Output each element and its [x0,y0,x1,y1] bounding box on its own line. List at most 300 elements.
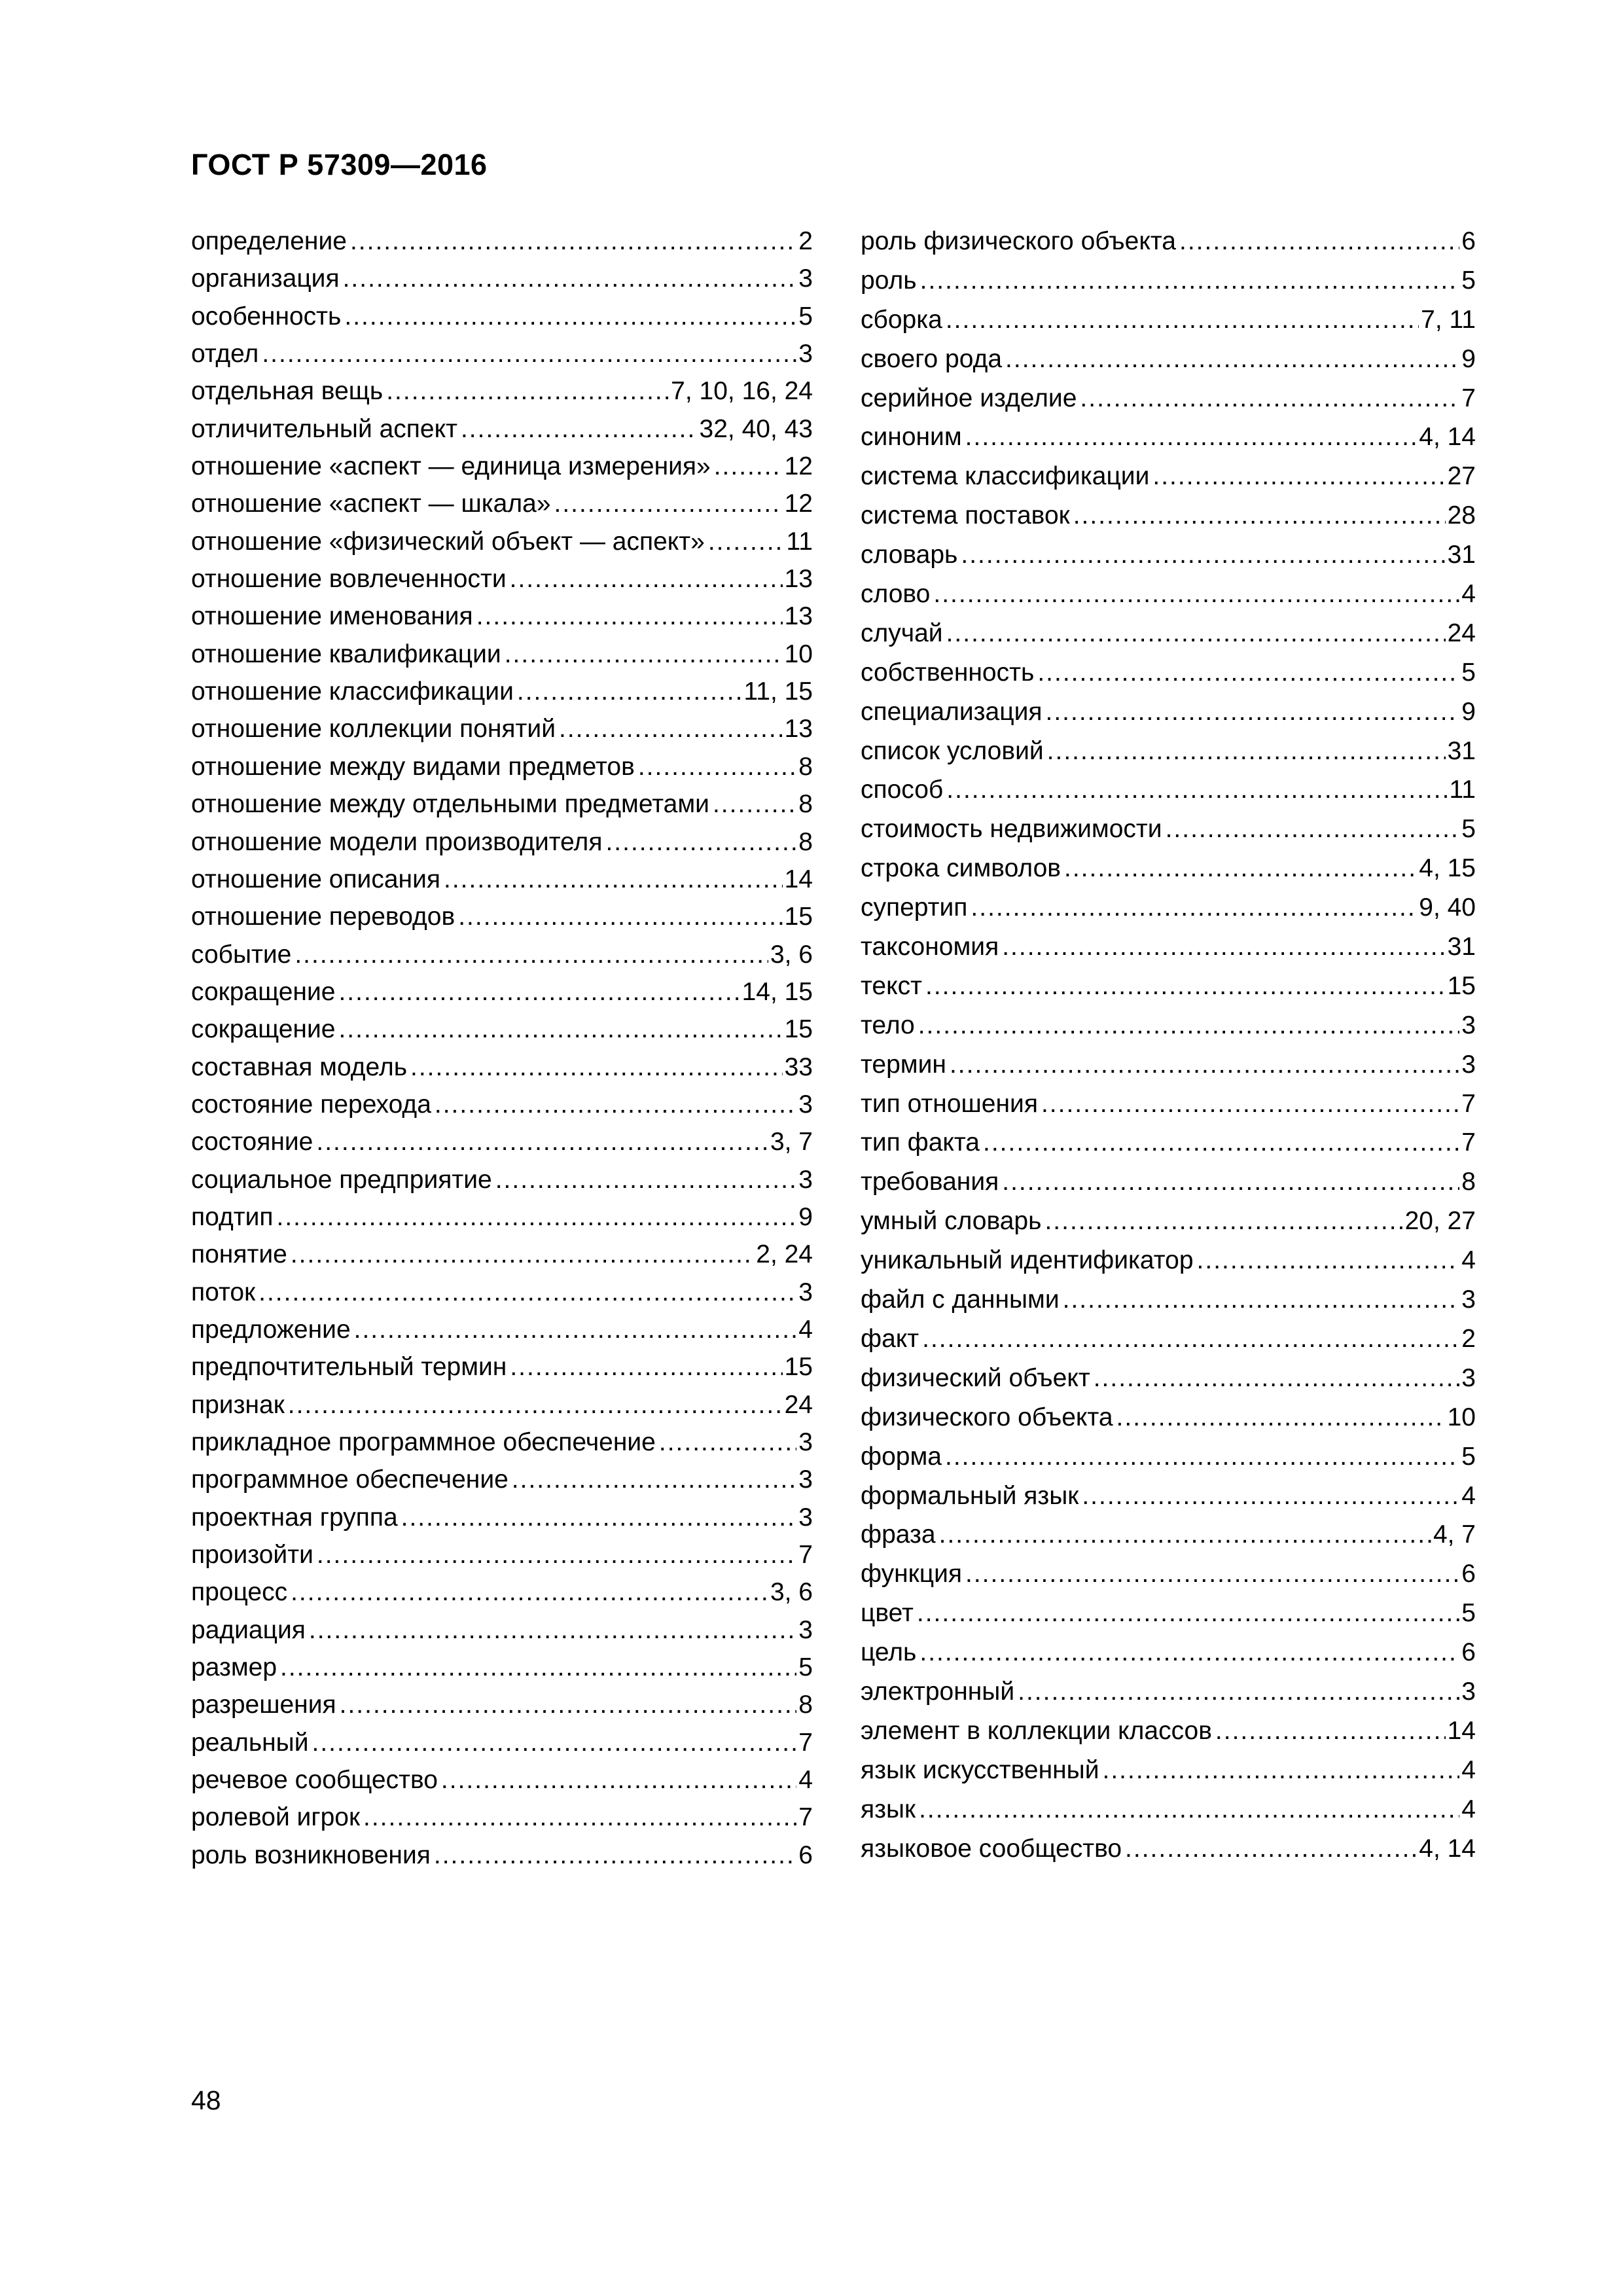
index-term: язык [861,1795,916,1823]
index-entry [191,1503,813,1541]
dot-leader [510,1353,782,1382]
index-page-numbers: 7, 10, 16, 24 [671,377,813,406]
dot-leader [946,306,1419,334]
index-entry [861,541,1476,580]
index-term: организация [191,264,340,293]
index-term: отношение «аспект — шкала» [191,490,551,518]
index-page-numbers: 6 [1461,1638,1476,1667]
index-term: прикладное программное обеспечение [191,1428,656,1456]
index-term: языковое сообщество [861,1834,1122,1863]
dot-leader [1197,1246,1460,1275]
index-page-numbers: 2, 24 [756,1240,813,1269]
index-entry [191,1316,813,1353]
index-entry [191,715,813,752]
index-entry [191,1541,813,1578]
index-entry [191,602,813,639]
index-term: отношение между отдельными предметами [191,790,709,819]
index-term: способ [861,776,944,804]
dot-leader [1041,1090,1459,1119]
index-term: физический объект [861,1363,1090,1392]
index-entry [861,1207,1476,1246]
index-page-numbers: 9, 40 [1419,893,1476,922]
index-entry [191,377,813,414]
index-page-numbers: 3, 7 [770,1128,813,1157]
dot-leader [288,1391,783,1420]
index-page-numbers: 2 [1461,1324,1476,1353]
dot-leader [950,1050,1459,1079]
dot-leader [946,619,1446,648]
dot-leader [918,1011,1460,1040]
dot-leader [280,1653,796,1682]
index-page-numbers: 4 [1461,1795,1476,1823]
index-term: система поставок [861,501,1070,530]
index-term: стоимость недвижимости [861,815,1162,844]
index-page-numbers: 31 [1447,736,1476,765]
index-entry [191,677,813,715]
index-page-numbers: 33 [784,1052,813,1081]
dot-leader [441,1766,796,1795]
index-term: словарь [861,541,958,569]
index-entry [191,1166,813,1203]
index-page-numbers: 4 [1461,580,1476,609]
dot-leader [965,1560,1459,1588]
dot-leader [401,1503,797,1532]
dot-leader [1094,1364,1460,1393]
index-entry [861,737,1476,776]
dot-leader [919,1795,1459,1824]
dot-leader [340,1691,797,1719]
dot-leader [386,377,669,406]
index-entry [861,1050,1476,1090]
index-page-numbers: 8 [798,752,813,781]
index-term: файл с данными [861,1285,1060,1314]
dot-leader [933,580,1459,609]
index-page-numbers: 4, 14 [1419,423,1476,452]
index-page-numbers: 32, 40, 43 [699,414,813,443]
dot-leader [638,753,796,781]
dot-leader [1080,384,1459,413]
dot-leader [559,715,783,744]
index-term: радиация [191,1615,306,1644]
index-entry [191,1841,813,1878]
index-entry [861,1599,1476,1638]
dot-leader [1044,1207,1402,1236]
dot-leader [444,865,783,894]
dot-leader [291,1240,754,1269]
index-page-numbers: 5 [798,1653,813,1682]
index-page-numbers: 6 [798,1840,813,1869]
index-term: элемент в коллекции классов [861,1716,1212,1745]
dot-leader [344,302,796,331]
dot-leader [1037,658,1459,687]
index-page-numbers: 9 [798,1202,813,1231]
index-entry [861,580,1476,619]
index-entry [861,1011,1476,1050]
index-term: тело [861,1011,915,1039]
index-term: случай [861,619,943,647]
index-term: уникальный идентификатор [861,1246,1194,1275]
index-entry [191,865,813,903]
index-entry [191,528,813,565]
index-term: сокращение [191,1015,336,1044]
index-page-numbers: 3 [798,264,813,293]
index-entry [861,1520,1476,1560]
index-entry [861,1795,1476,1835]
dot-leader [1002,1168,1459,1196]
index-entry [191,1465,813,1503]
index-page-numbers: 3 [798,1465,813,1494]
index-page-numbers: 5 [798,302,813,331]
dot-leader [517,677,742,706]
index-term: отношение переводов [191,903,455,931]
alphabetical-index [191,227,1476,1878]
index-page-numbers: 15 [784,1015,813,1044]
index-term: сборка [861,305,942,334]
index-entry [191,1766,813,1803]
index-page-numbers: 4 [1461,1481,1476,1510]
dot-leader [291,1578,768,1607]
index-term: составная модель [191,1052,408,1081]
index-page-numbers: 7 [1461,1089,1476,1118]
index-term: строка символов [861,854,1061,883]
index-page-numbers: 27 [1447,462,1476,491]
dot-leader [919,1638,1459,1667]
index-entry [191,1128,813,1165]
index-term: понятие [191,1240,287,1269]
index-term: отношение описания [191,865,440,893]
index-page-numbers: 11 [786,527,813,556]
index-page-numbers: 12 [784,452,813,481]
dot-leader [461,415,698,444]
dot-leader [946,776,1447,804]
index-page-numbers: 3 [798,1615,813,1644]
index-term: проектная группа [191,1503,398,1532]
dot-leader [922,1325,1459,1354]
index-entry [191,415,813,452]
index-term: электронный [861,1677,1015,1706]
index-term: умный словарь [861,1207,1042,1236]
index-entry [861,854,1476,893]
dot-leader [435,1090,796,1119]
index-entry [861,1285,1476,1325]
dot-leader [294,941,768,969]
dot-leader [410,1053,783,1082]
index-entry [191,1616,813,1653]
index-page-numbers: 3 [798,1278,813,1306]
index-term: отношение «физический объект — аспект» [191,527,705,556]
index-term: синоним [861,423,962,452]
index-term: физического объекта [861,1403,1113,1431]
index-entry [191,1803,813,1840]
index-term: особенность [191,302,342,331]
index-entry [861,1717,1476,1756]
index-term: предложение [191,1315,351,1344]
index-term: размер [191,1653,277,1682]
dot-leader [350,227,796,256]
index-term: функция [861,1560,962,1588]
index-term: форма [861,1442,942,1471]
index-page-numbers: 2 [798,227,813,255]
dot-leader [1063,1285,1460,1314]
index-entry [861,815,1476,854]
index-term: отдел [191,340,259,368]
index-entry [861,698,1476,737]
dot-leader [554,490,783,518]
index-entry [861,1638,1476,1677]
index-page-numbers: 3 [798,1165,813,1194]
index-page-numbers: 4 [1461,1246,1476,1275]
index-entry [861,1128,1476,1168]
index-entry [861,227,1476,266]
index-page-numbers: 6 [1461,227,1476,255]
index-term: произойти [191,1541,313,1570]
dot-leader [971,893,1417,922]
index-page-numbers: 3 [798,1428,813,1456]
index-entry [191,1353,813,1390]
index-entry [861,619,1476,658]
index-page-numbers: 24 [1447,619,1476,647]
index-term: тип отношения [861,1089,1038,1118]
dot-leader [276,1203,796,1232]
index-term: формальный язык [861,1481,1079,1510]
index-entry [191,1053,813,1090]
index-term: отношение классификации [191,677,514,706]
index-entry [191,753,813,790]
index-entry [191,1203,813,1240]
index-page-numbers: 13 [784,565,813,594]
index-page-numbers: 7, 11 [1421,305,1476,334]
dot-leader [312,1729,797,1757]
dot-leader [354,1316,797,1344]
index-page-numbers: 3 [798,1503,813,1532]
index-page-numbers: 7 [1461,1128,1476,1157]
dot-leader [1116,1403,1446,1432]
index-term: ролевой игрок [191,1803,361,1832]
index-page-numbers: 3 [1461,1011,1476,1039]
dot-leader [343,264,797,293]
index-term: таксономия [861,933,999,961]
dot-leader [1166,815,1460,844]
index-page-numbers: 15 [784,1353,813,1382]
index-page-numbers: 3 [798,1090,813,1119]
index-entry [191,1278,813,1316]
index-page-numbers: 4 [1461,1755,1476,1784]
index-page-numbers: 20, 27 [1404,1207,1476,1236]
index-page-numbers: 8 [1461,1168,1476,1196]
index-entry [861,501,1476,541]
index-page-numbers: 8 [798,827,813,856]
index-term: фраза [861,1520,936,1549]
index-term: отношение квалификации [191,639,501,668]
dot-leader [505,640,783,669]
dot-leader [1103,1756,1460,1785]
dot-leader [659,1428,796,1457]
index-page-numbers: 15 [784,903,813,931]
index-page-numbers: 5 [1461,658,1476,687]
index-term: поток [191,1278,256,1306]
dot-leader [512,1465,797,1494]
index-page-numbers: 7 [798,1803,813,1832]
index-term: признак [191,1390,285,1419]
index-term: роль возникновения [191,1840,431,1869]
index-page-numbers: 15 [1447,971,1476,1000]
index-entry [191,1428,813,1465]
index-entry [861,462,1476,501]
index-entry [191,1090,813,1128]
dot-leader [920,266,1460,295]
index-term: термин [861,1050,946,1079]
index-entry [861,1677,1476,1717]
index-term: речевое сообщество [191,1766,438,1795]
index-page-numbers: 5 [1461,1442,1476,1471]
index-term: состояние [191,1128,313,1157]
dot-leader [1045,698,1459,726]
index-entry [191,1653,813,1691]
index-entry [861,1560,1476,1599]
index-entry [861,345,1476,384]
index-page-numbers: 3, 6 [770,940,813,969]
index-term: текст [861,971,922,1000]
dot-leader [708,528,785,556]
index-entry [861,1482,1476,1521]
index-page-numbers: 4 [798,1315,813,1344]
index-entry [191,978,813,1015]
index-entry [191,828,813,865]
index-entry [191,227,813,264]
dot-leader [309,1616,796,1645]
dot-leader [1152,462,1445,491]
index-term: подтип [191,1202,274,1231]
index-term: отношение коллекции понятий [191,715,556,744]
dot-leader [1064,854,1417,883]
index-term: разрешения [191,1691,336,1719]
dot-leader [495,1166,797,1194]
dot-leader [1047,737,1446,766]
index-term: отношение вовлеченности [191,565,507,594]
dot-leader [945,1443,1459,1471]
dot-leader [714,452,783,481]
dot-leader [1073,501,1446,530]
dot-leader [317,1541,796,1570]
dot-leader [458,903,782,931]
index-page-numbers: 5 [1461,266,1476,295]
index-entry [191,565,813,602]
index-entry [861,933,1476,972]
index-page-numbers: 3 [1461,1363,1476,1392]
dot-leader [1215,1717,1446,1746]
index-entry [861,384,1476,423]
index-page-numbers: 13 [784,715,813,744]
index-column-right [861,227,1476,1873]
index-page-numbers: 4, 15 [1419,854,1476,883]
index-entry [861,893,1476,933]
index-term: программное обеспечение [191,1465,508,1494]
dot-leader [1082,1482,1459,1511]
index-term: состояние перехода [191,1090,431,1119]
index-entry [191,302,813,340]
index-page-numbers: 6 [1461,1560,1476,1588]
dot-leader [1018,1677,1459,1706]
index-entry [191,790,813,827]
index-entry [861,266,1476,306]
index-entry [861,972,1476,1011]
index-term: слово [861,580,931,609]
index-entry [191,1578,813,1615]
dot-leader [1125,1835,1417,1863]
index-page-numbers: 4, 7 [1433,1520,1476,1549]
index-term: отношение именования [191,602,473,631]
dot-leader [965,423,1418,452]
index-page-numbers: 3 [1461,1285,1476,1314]
index-term: система классификации [861,462,1150,491]
index-entry [861,1403,1476,1443]
index-page-numbers: 4 [798,1766,813,1795]
index-page-numbers: 14, 15 [741,977,813,1006]
page-number: 48 [191,2085,221,2115]
dot-leader [1179,227,1459,256]
index-page-numbers: 7 [1461,384,1476,412]
index-entry [191,640,813,677]
dot-leader [925,972,1446,1001]
index-page-numbers: 12 [784,490,813,518]
index-term: собственность [861,658,1035,687]
index-page-numbers: 10 [784,639,813,668]
index-term: сокращение [191,977,336,1006]
index-term: своего рода [861,344,1003,373]
index-page-numbers: 5 [1461,1599,1476,1628]
index-page-numbers: 14 [784,865,813,893]
index-column-left [191,227,813,1878]
index-term: цвет [861,1599,914,1628]
index-entry [191,1729,813,1766]
dot-leader [259,1278,796,1307]
index-entry [861,1443,1476,1482]
index-page-numbers: 4, 14 [1419,1834,1476,1863]
index-entry [191,1691,813,1728]
index-entry [861,1246,1476,1285]
index-term: факт [861,1324,919,1353]
dot-leader [338,978,740,1007]
index-page-numbers: 24 [784,1390,813,1419]
index-entry [191,452,813,490]
index-page-numbers: 10 [1447,1403,1476,1431]
index-term: отношение между видами предметов [191,752,635,781]
index-page-numbers: 8 [798,790,813,819]
index-page-numbers: 9 [1461,344,1476,373]
dot-leader [434,1841,796,1870]
dot-leader [917,1599,1459,1628]
index-page-numbers: 8 [798,1691,813,1719]
index-term: отношение модели производителя [191,827,603,856]
index-term: отдельная вещь [191,377,383,406]
index-entry [191,264,813,302]
dot-leader [1002,933,1445,961]
index-page-numbers: 3 [1461,1050,1476,1079]
index-term: список условий [861,736,1044,765]
index-page-numbers: 7 [798,1541,813,1570]
index-term: специализация [861,697,1043,726]
index-page-numbers: 14 [1447,1716,1476,1745]
index-term: цель [861,1638,917,1667]
index-page-numbers: 11, 15 [743,677,813,706]
index-page-numbers: 3 [1461,1677,1476,1706]
index-term: язык искусственный [861,1755,1099,1784]
dot-leader [605,828,796,857]
index-page-numbers: 31 [1447,933,1476,961]
dot-leader [939,1520,1431,1549]
index-page-numbers: 31 [1447,541,1476,569]
index-page-numbers: 11 [1449,776,1476,804]
